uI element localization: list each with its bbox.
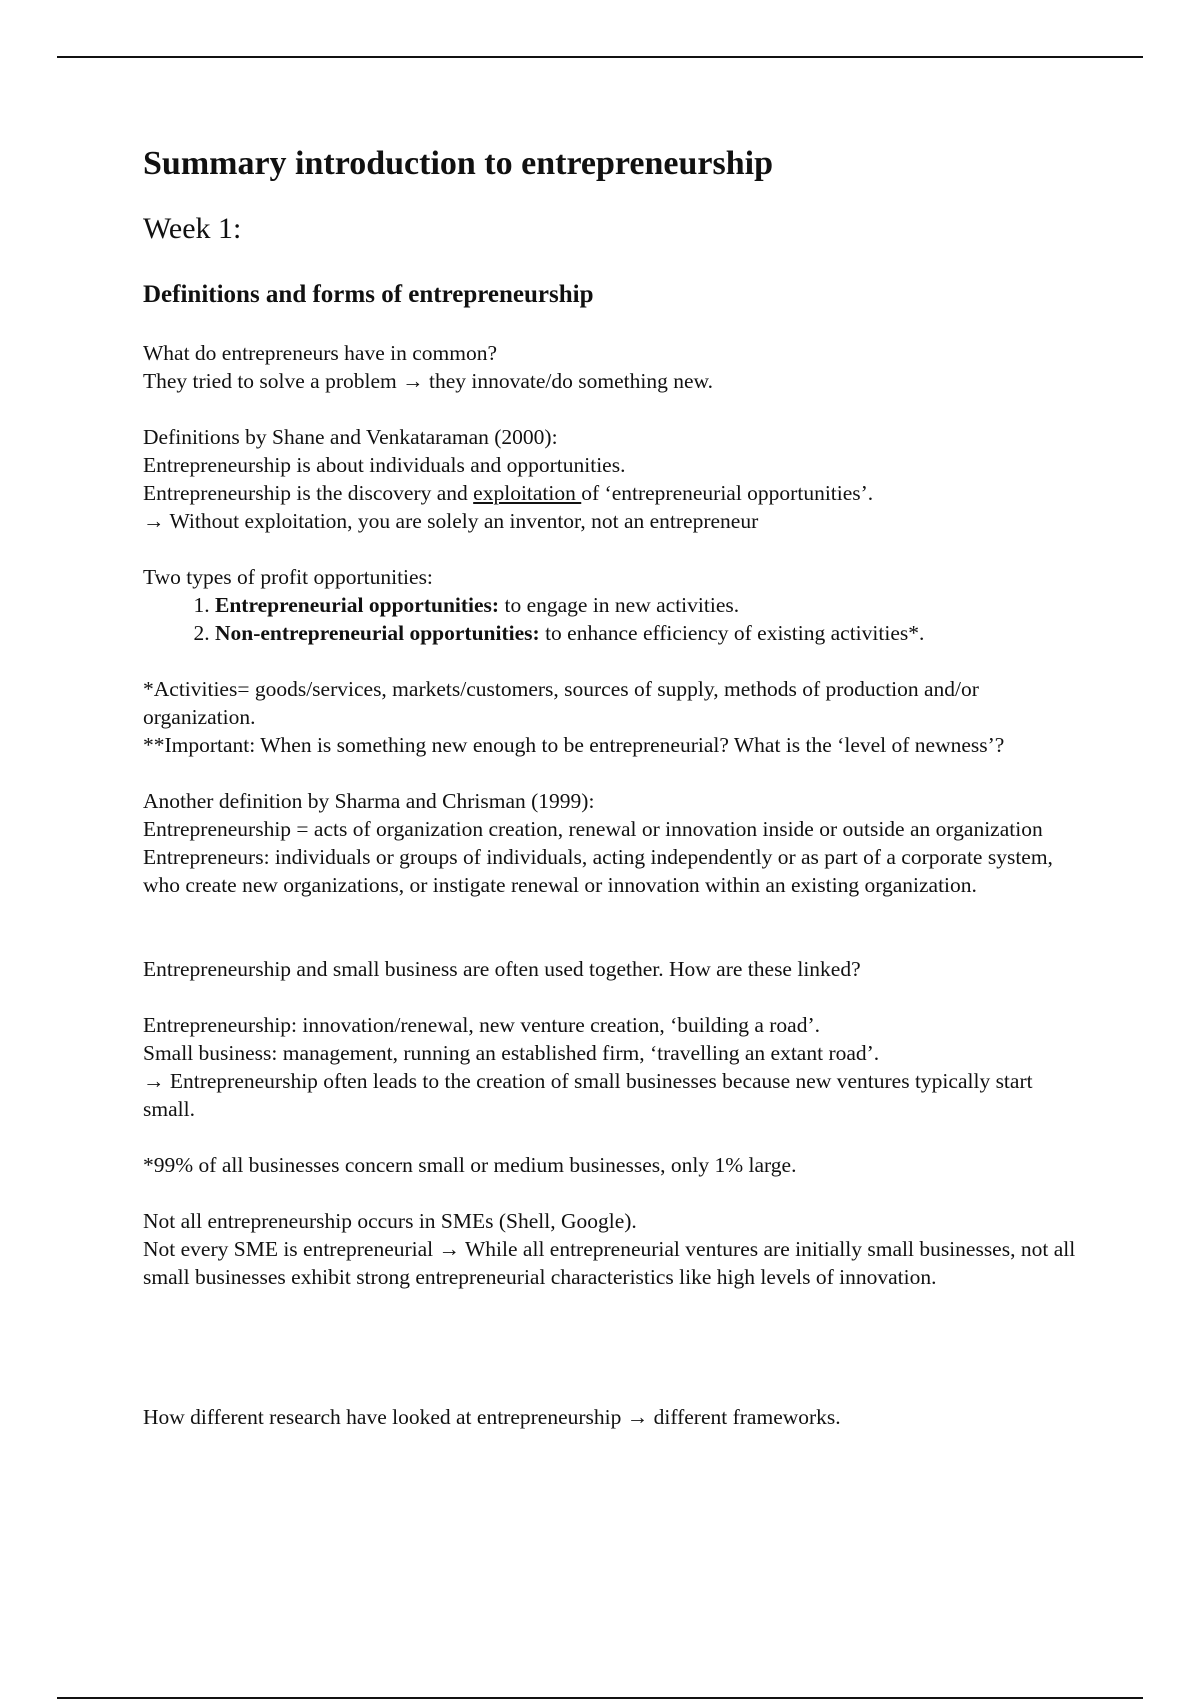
shane-line-1: Definitions by Shane and Venkataraman (2000): <box>143 425 558 449</box>
small-business-line-3: → Entrepreneurship often leads to the creation of small businesses because new ventures typically start small. <box>143 1069 1033 1121</box>
small-business-question-text: Entrepreneurship and small business are often used together. How are these linked? <box>143 957 861 981</box>
sharma-line-2: Entrepreneurship = acts of organization creation, renewal or innovation inside or outside an organization <box>143 817 1043 841</box>
important-note: **Important: When is something new enough to be entrepreneurial? What is the ‘level of newness’? <box>143 733 1005 757</box>
small-business-question <box>143 955 1083 983</box>
week-heading: Week 1: <box>143 212 242 245</box>
bottom-rule <box>57 1697 1143 1699</box>
profit-list <box>143 591 1083 647</box>
shane-line-3 <box>143 479 1083 507</box>
sme-line-2: Not every SME is entrepreneurial → While all entrepreneurial ventures are initially small businesses, not all small businesses exhibit strong entrepreneurial characteristics like high levels of innovation. <box>143 1237 1076 1289</box>
list-item <box>215 619 1083 647</box>
small-business-paragraph <box>143 1011 1083 1123</box>
sme-line-1: Not all entrepreneurship occurs in SMEs (Shell, Google). <box>143 1209 637 1233</box>
shane-line-2: Entrepreneurship is about individuals and opportunities. <box>143 453 626 477</box>
document-body <box>143 140 1083 1431</box>
stat-text: *99% of all businesses concern small or medium businesses, only 1% large. <box>143 1153 797 1177</box>
frameworks-text: How different research have looked at entrepreneurship → different frameworks. <box>143 1405 841 1429</box>
common-line-1: What do entrepreneurs have in common? <box>143 341 498 365</box>
small-business-line-2: Small business: management, running an established firm, ‘travelling an extant road’. <box>143 1041 880 1065</box>
list-item-desc: to engage in new activities. <box>499 593 740 617</box>
list-item <box>215 591 1083 619</box>
sharma-line-1: Another definition by Sharma and Chrisman (1999): <box>143 789 595 813</box>
profit-paragraph <box>143 563 1083 647</box>
shane-paragraph <box>143 423 1083 535</box>
shane-line-3-post: of ‘entrepreneurial opportunities’. <box>581 481 874 505</box>
activities-note: *Activities= goods/services, markets/customers, sources of supply, methods of production and/or organization. <box>143 677 979 729</box>
shane-line-3-pre: Entrepreneurship is the discovery and <box>143 481 474 505</box>
stat-paragraph <box>143 1151 1083 1179</box>
list-item-desc: to enhance efficiency of existing activities*. <box>539 621 925 645</box>
list-item-term: Entrepreneurial opportunities: <box>215 593 500 617</box>
sme-paragraph <box>143 1207 1083 1291</box>
small-business-line-1: Entrepreneurship: innovation/renewal, new venture creation, ‘building a road’. <box>143 1013 821 1037</box>
list-item-term: Non-entrepreneurial opportunities: <box>215 621 540 645</box>
document-title: Summary introduction to entrepreneurship <box>143 145 773 182</box>
sharma-line-3: Entrepreneurs: individuals or groups of individuals, acting independently or as part of a corporate system, who create new organizations, or instigate renewal or innovation within an existing organization. <box>143 845 1053 897</box>
common-paragraph <box>143 339 1083 395</box>
notes-paragraph <box>143 675 1083 759</box>
common-line-2: They tried to solve a problem → they innovate/do something new. <box>143 369 714 393</box>
exploitation-underlined: exploitation <box>473 481 582 505</box>
frameworks-paragraph <box>143 1403 1083 1431</box>
profit-intro: Two types of profit opportunities: <box>143 565 433 589</box>
section-heading: Definitions and forms of entrepreneurship <box>143 281 594 308</box>
sharma-paragraph <box>143 787 1083 899</box>
shane-line-4: → Without exploitation, you are solely an inventor, not an entrepreneur <box>143 509 759 533</box>
top-rule <box>57 56 1143 58</box>
